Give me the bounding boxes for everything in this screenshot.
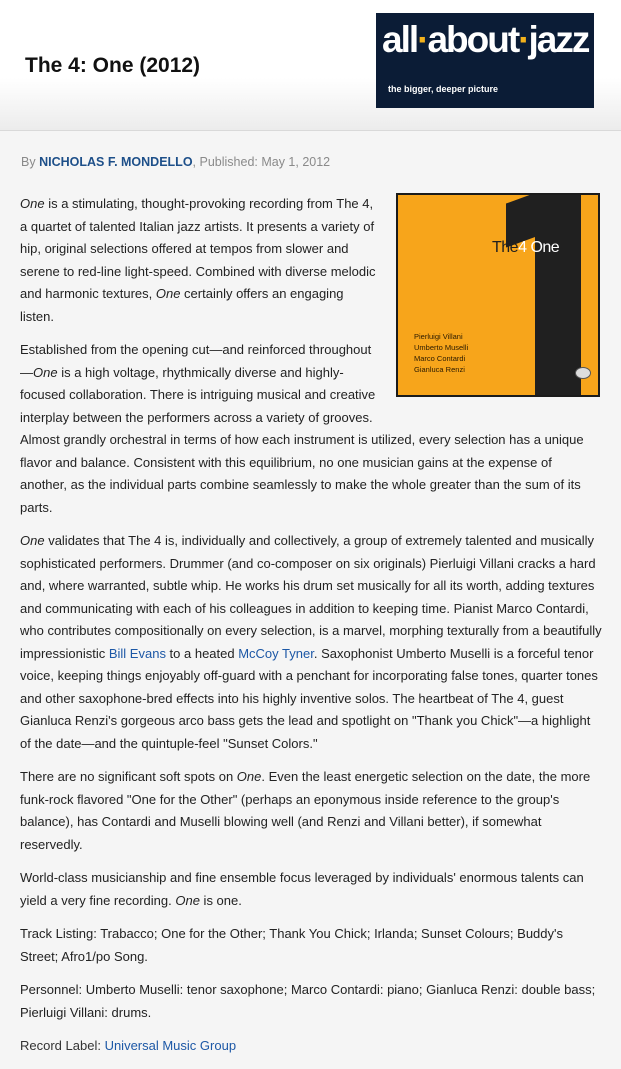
paragraph-text: . Even the least energetic selection on the date, the more funk-rock flavored "One for the Other" (perhaps an eponymous inside reference to the group's balance), has Contardi and Muselli blowing well (and Renzi and Villani better), if somewhat reservedly. bbox=[20, 769, 591, 852]
cover-name: Umberto Muselli bbox=[414, 343, 469, 352]
paragraph-text: is a stimulating, thought-provoking recording from The 4, a quartet of talented Italian jazz artists. It presents a variety of hip, original selections offered at tempos from slower and serene to red-line light-speed. Combined with diverse melodic and harmonic textures, bbox=[20, 196, 376, 301]
cover-name: Gianluca Renzi bbox=[414, 365, 465, 374]
track-listing: Track Listing: Trabacco; One for the Other; Thank You Chick; Irlanda; Sunset Colours; Buddy's Street; Afro1/po Song. bbox=[20, 926, 563, 964]
page-title: The 4: One (2012) bbox=[25, 54, 201, 77]
byline-prefix: By bbox=[21, 155, 36, 169]
cover-name: Pierluigi Villani bbox=[414, 332, 463, 341]
logo-dot: · bbox=[417, 19, 428, 60]
cover-title-one: One bbox=[530, 239, 560, 256]
site-logo[interactable] bbox=[376, 13, 594, 108]
article-body bbox=[20, 193, 602, 1069]
album-title-em: One bbox=[33, 364, 58, 380]
cover-numeral-one bbox=[535, 193, 581, 397]
paragraph-4 bbox=[20, 766, 602, 856]
album-cover bbox=[396, 193, 600, 397]
mccoy-tyner-link[interactable]: McCoy Tyner bbox=[238, 645, 314, 661]
logo-word-about: about bbox=[427, 19, 519, 60]
paragraph-text: to a heated bbox=[165, 645, 239, 661]
paragraph-5 bbox=[20, 867, 602, 912]
logo-word-all: all bbox=[382, 19, 418, 60]
byline bbox=[21, 155, 330, 169]
album-title-em: One bbox=[236, 769, 262, 784]
album-title-em: One bbox=[175, 892, 200, 908]
album-title-em: One bbox=[20, 196, 45, 211]
page-header bbox=[0, 0, 621, 131]
personnel: Personnel: Umberto Muselli: tenor saxophone; Marco Contardi: piano; Gianluca Renzi: double bass; Pierluigi Villani: drums. bbox=[20, 982, 596, 1020]
logo-tagline: the bigger, deeper picture bbox=[388, 84, 499, 94]
paragraph-text: . Saxophonist Umberto Muselli is a forceful tenor voice, keeping things enjoyably off-guard with a penchant for incorporating false tones, quarter tones and other saxophone-bred effects into his highly inventive solos. The heartbeat of The 4, guest Gianluca Renzi's gorgeous arco bass gets the lead and spotlight on "Thank you Chick"—a highlight of the date—and the quintuple-feel "Sunset Colors." bbox=[20, 645, 598, 751]
record-label bbox=[20, 1035, 602, 1058]
logo-wordmark bbox=[382, 18, 588, 62]
published-date: , Published: May 1, 2012 bbox=[192, 155, 331, 169]
article-container bbox=[0, 131, 621, 1069]
author-link[interactable]: NICHOLAS F. MONDELLO bbox=[39, 155, 193, 169]
logo-word-jazz: jazz bbox=[528, 19, 589, 60]
bill-evans-link[interactable]: Bill Evans bbox=[108, 645, 166, 661]
paragraph-text: There are no significant soft spots on bbox=[20, 769, 237, 784]
cover-name: Marco Contardi bbox=[414, 354, 466, 363]
label-logo-icon bbox=[575, 367, 591, 379]
cover-title bbox=[492, 237, 559, 260]
record-label-link[interactable]: Universal Music Group bbox=[104, 1038, 237, 1053]
paragraph-text: certainly offers an engaging listen. bbox=[20, 286, 344, 324]
paragraph-text: Established from the opening cut—and reinforced throughout— bbox=[20, 342, 372, 380]
paragraph-text: is one. bbox=[199, 892, 242, 908]
cover-title-the: The bbox=[492, 239, 519, 256]
cover-title-4: 4 bbox=[518, 239, 527, 256]
paragraph-3 bbox=[20, 530, 602, 755]
album-title-em: One bbox=[20, 533, 45, 548]
paragraph-text: validates that The 4 is, individually and collectively, a group of extremely talented and musically sophisticated performers. Drummer (and co-composer on six originals) Pierluigi Villani cracks a hard and, where warranted, subtle whip. He works his drum set musically for all its worth, adding textures and communicating with each of his colleagues in addition to keeping time. Pianist Marco Contardi, who contributes compositionally on every selection, is a marvel, morphing texturally from a beautifully impressionistic bbox=[20, 533, 602, 661]
paragraph-text: is a high voltage, rhythmically diverse and highly-focused collaboration. There is intriguing musical and creative interplay between the performers across a variety of grooves. Almost grandly orchestral in terms of how each instrument is utilized, every selection has a unique flavor and balance. Consistent with this equilibrium, no one musician gains at the expense of another, as the individual parts combine seamlessly to make the whole greater than the sum of its parts. bbox=[20, 364, 584, 515]
logo-dot: · bbox=[518, 19, 529, 60]
album-title-em: One bbox=[155, 286, 181, 301]
paragraph-text: World-class musicianship and fine ensemble focus leveraged by individuals' enormous talents can yield a very fine recording. bbox=[20, 870, 584, 908]
record-label-prefix: Record Label: bbox=[20, 1038, 105, 1053]
cover-musician-names bbox=[414, 331, 468, 375]
